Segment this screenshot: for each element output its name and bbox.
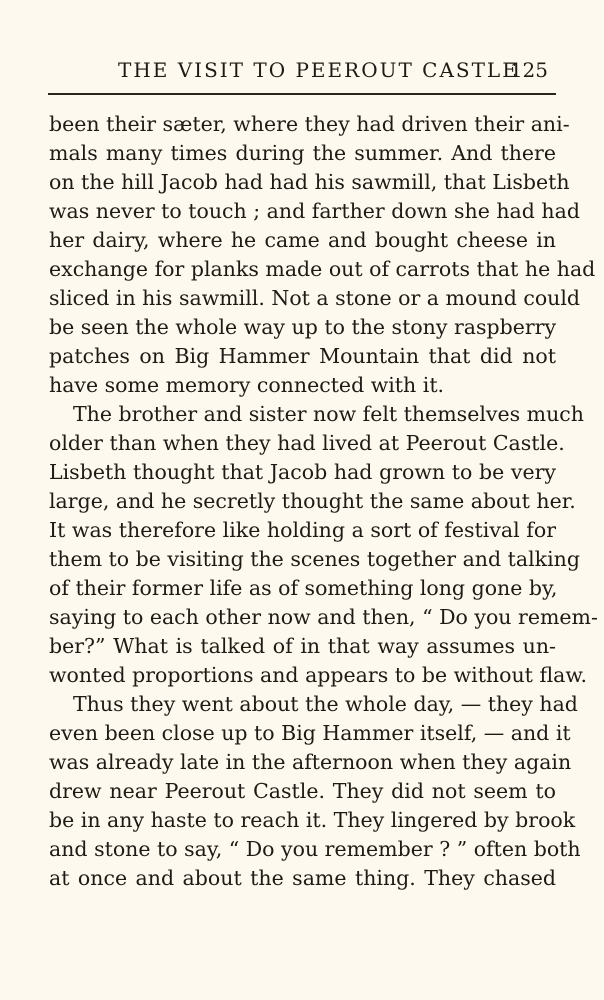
text-line: older than when they had lived at Peerout Castle. [49,431,565,455]
text-line: wonted proportions and appears to be without flaw. [49,663,587,687]
text-line: Thus they went about the whole day, — they had [73,692,578,716]
header-rule [48,93,556,95]
text-line: have some memory connected with it. [49,373,445,397]
text-line: Lisbeth thought that Jacob had grown to be very [49,460,556,484]
text-line: large, and he secretly thought the same about her. [49,489,576,513]
text-line: her dairy, where he came and bought cheese in [49,228,556,252]
text-line: patches on Big Hammer Mountain that did not [49,344,556,368]
text-line: on the hill Jacob had had his sawmill, that Lisbeth [49,170,570,194]
text-line: It was therefore like holding a sort of festival for [49,518,556,542]
text-line: sliced in his sawmill. Not a stone or a mound could [49,286,581,310]
running-title: THE VISIT TO PEEROUT CASTLE [118,58,519,82]
text-line: and stone to say, “ Do you remember ? ” often both [49,837,581,861]
text-line: of their former life as of something long gone by, [49,576,558,600]
page-number: 125 [509,58,548,82]
text-line: drew near Peerout Castle. They did not seem to [49,779,556,803]
text-line: exchange for planks made out of carrots that he had [49,257,596,281]
text-line: at once and about the same thing. They chased [49,866,556,890]
text-line: be seen the whole way up to the stony raspberry [49,315,557,339]
text-line: be in any haste to reach it. They lingered by brook [49,808,576,832]
running-head [118,58,548,82]
text-line: even been close up to Big Hammer itself, — and it [49,721,571,745]
text-line: saying to each other now and then, “ Do you remem- [49,605,598,629]
text-line: ber?” What is talked of in that way assumes un- [49,634,556,658]
text-line: was never to touch ; and farther down she had had [49,199,580,223]
text-line: The brother and sister now felt themselves much [73,402,584,426]
text-line: mals many times during the summer. And there [49,141,556,165]
text-line: been their sæter, where they had driven their ani- [49,112,570,136]
text-line: was already late in the afternoon when they again [49,750,572,774]
text-line: them to be visiting the scenes together and talking [49,547,580,571]
body-text [49,110,598,893]
